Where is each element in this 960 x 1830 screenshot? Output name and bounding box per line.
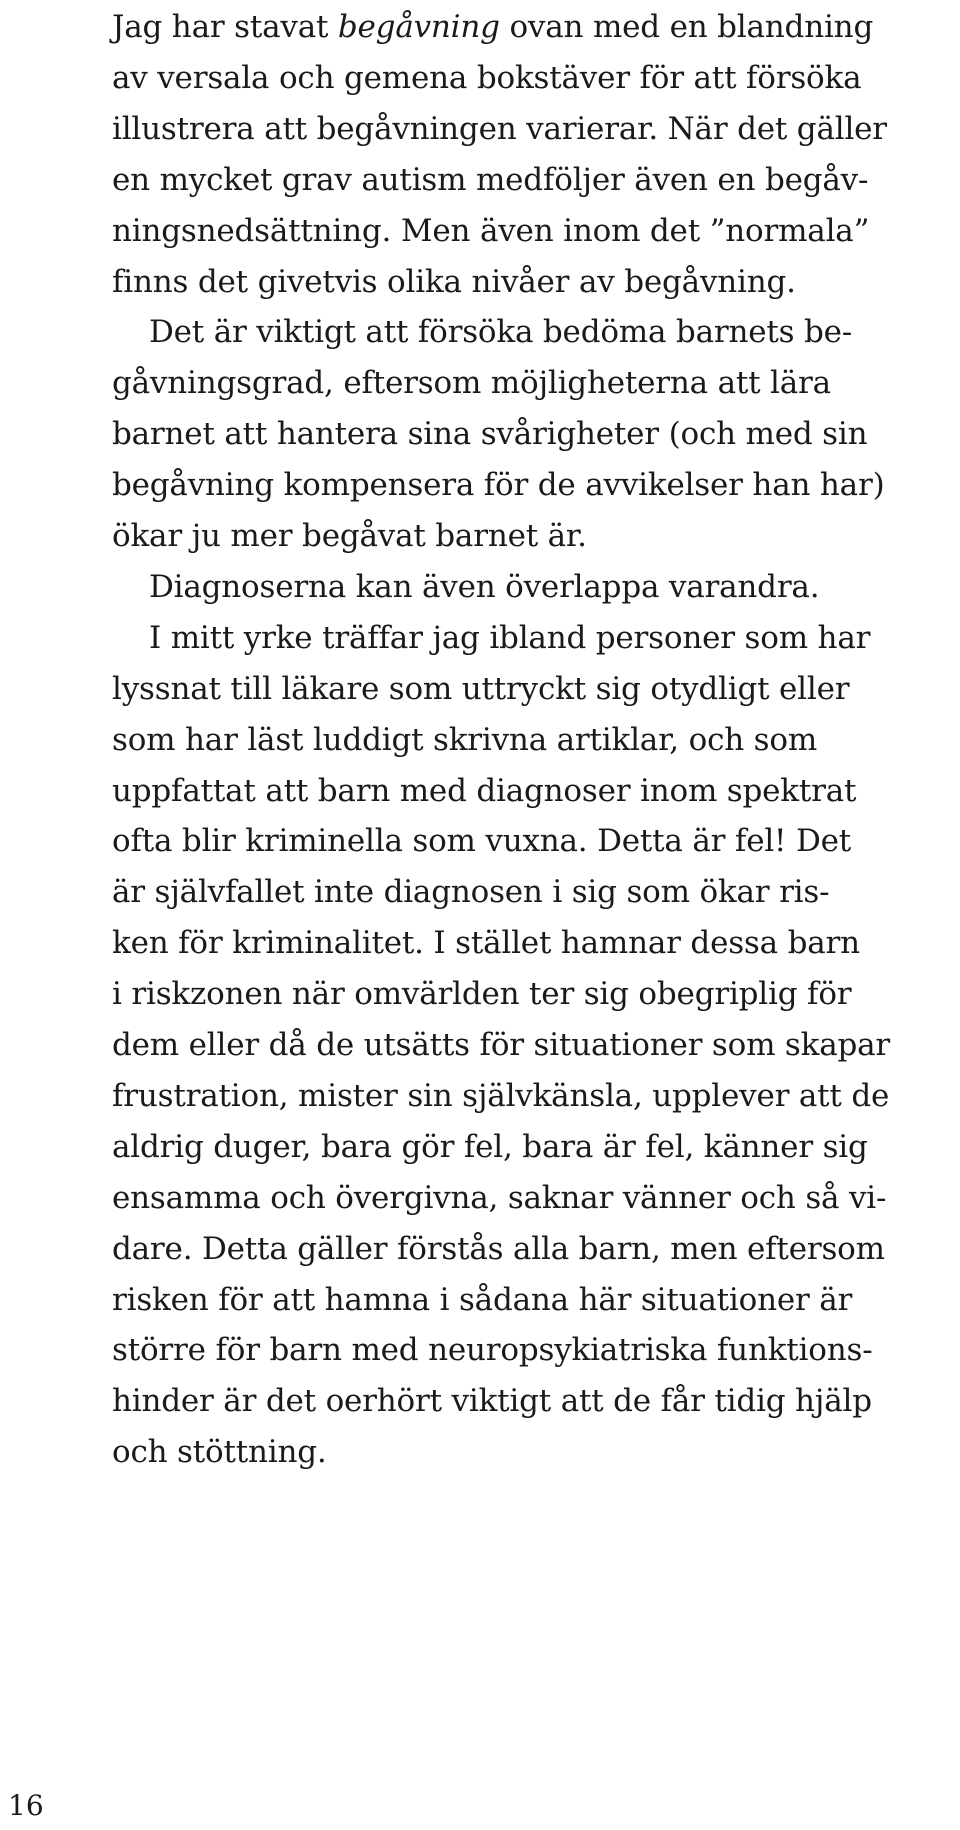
text-run: risken för att hamna i sådana här situationer är [112, 1281, 853, 1318]
text-run: gåvningsgrad, eftersom möjligheterna att lära [112, 365, 831, 402]
text-line [112, 1122, 868, 1172]
text-run: begåvning kompensera för de avvikelser han har) [112, 467, 885, 504]
text-run: är självfallet inte diagnosen i sig som ökar ris- [112, 874, 830, 911]
text-run: dem eller då de utsätts för situationer som skapar [112, 1027, 891, 1063]
text-run: finns det givetvis olika nivåer av begåvning. [112, 263, 796, 300]
text-line [112, 1427, 816, 1477]
page-number: 16 [8, 1789, 44, 1822]
text-run: som har läst luddigt skrivna artiklar, och som [112, 721, 818, 758]
text-run: illustrera att begåvningen varierar. När det gäller [112, 110, 887, 147]
text-run: en mycket grav autism medföljer även en begåv- [112, 161, 869, 198]
text-line [112, 1173, 887, 1223]
emphasized-word: begåvning [337, 9, 500, 45]
text-run: större för barn med neuropsykiatriska funktions- [112, 1332, 873, 1369]
text-line [112, 613, 871, 663]
text-line [112, 2, 874, 52]
text-run: barnet att hantera sina svårigheter (och med sin [112, 416, 868, 453]
text-line [112, 257, 816, 307]
text-run: frustration, mister sin självkänsla, upplever att de [112, 1077, 890, 1114]
text-line [112, 664, 850, 714]
text-run: ökar ju mer begåvat barnet är. [112, 518, 587, 554]
text-line [112, 409, 868, 459]
text-run: Diagnoserna kan även överlappa varandra. [149, 568, 820, 605]
text-run: ovan med en blandning [499, 9, 874, 45]
text-line [112, 918, 860, 968]
text-line [112, 562, 820, 612]
text-line [112, 206, 870, 256]
text-line [112, 1376, 872, 1426]
text-line [112, 1275, 853, 1325]
text-line [112, 1071, 890, 1121]
text-line [112, 104, 887, 154]
text-run: lyssnat till läkare som uttryckt sig otydligt eller [112, 670, 850, 707]
text-run: uppfattat att barn med diagnoser inom spektrat [112, 772, 857, 809]
text-run: ofta blir kriminella som vuxna. Detta är fel! Det [112, 823, 852, 860]
text-line [112, 1224, 885, 1274]
text-line [112, 766, 857, 816]
text-line [112, 1325, 873, 1375]
text-line [112, 1020, 891, 1070]
text-run: av versala och gemena bokstäver för att försöka [112, 59, 862, 96]
text-line [112, 511, 816, 561]
text-run: I mitt yrke träffar jag ibland personer som har [149, 619, 871, 656]
text-run: hinder är det oerhört viktigt att de får tidig hjälp [112, 1383, 872, 1420]
text-line [112, 867, 830, 917]
text-run: och stöttning. [112, 1434, 327, 1471]
text-run: ken för kriminalitet. I stället hamnar dessa barn [112, 925, 860, 962]
text-run: dare. Detta gäller förstås alla barn, men eftersom [112, 1230, 885, 1267]
text-line [112, 460, 885, 510]
text-run: i riskzonen när omvärlden ter sig obegriplig för [112, 976, 852, 1013]
text-line [112, 307, 853, 357]
text-run: Det är viktigt att försöka bedöma barnets be- [149, 314, 853, 351]
text-run: Jag har stavat [112, 9, 338, 45]
text-line [112, 816, 852, 866]
text-run: ningsnedsättning. Men även inom det ”normala” [112, 212, 870, 249]
text-line [112, 358, 831, 408]
text-line [112, 715, 816, 765]
text-run: ensamma och övergivna, saknar vänner och så vi- [112, 1179, 887, 1216]
text-line [112, 53, 862, 103]
text-run: aldrig duger, bara gör fel, bara är fel, känner sig [112, 1128, 868, 1165]
text-line [112, 969, 852, 1019]
text-line [112, 155, 869, 205]
